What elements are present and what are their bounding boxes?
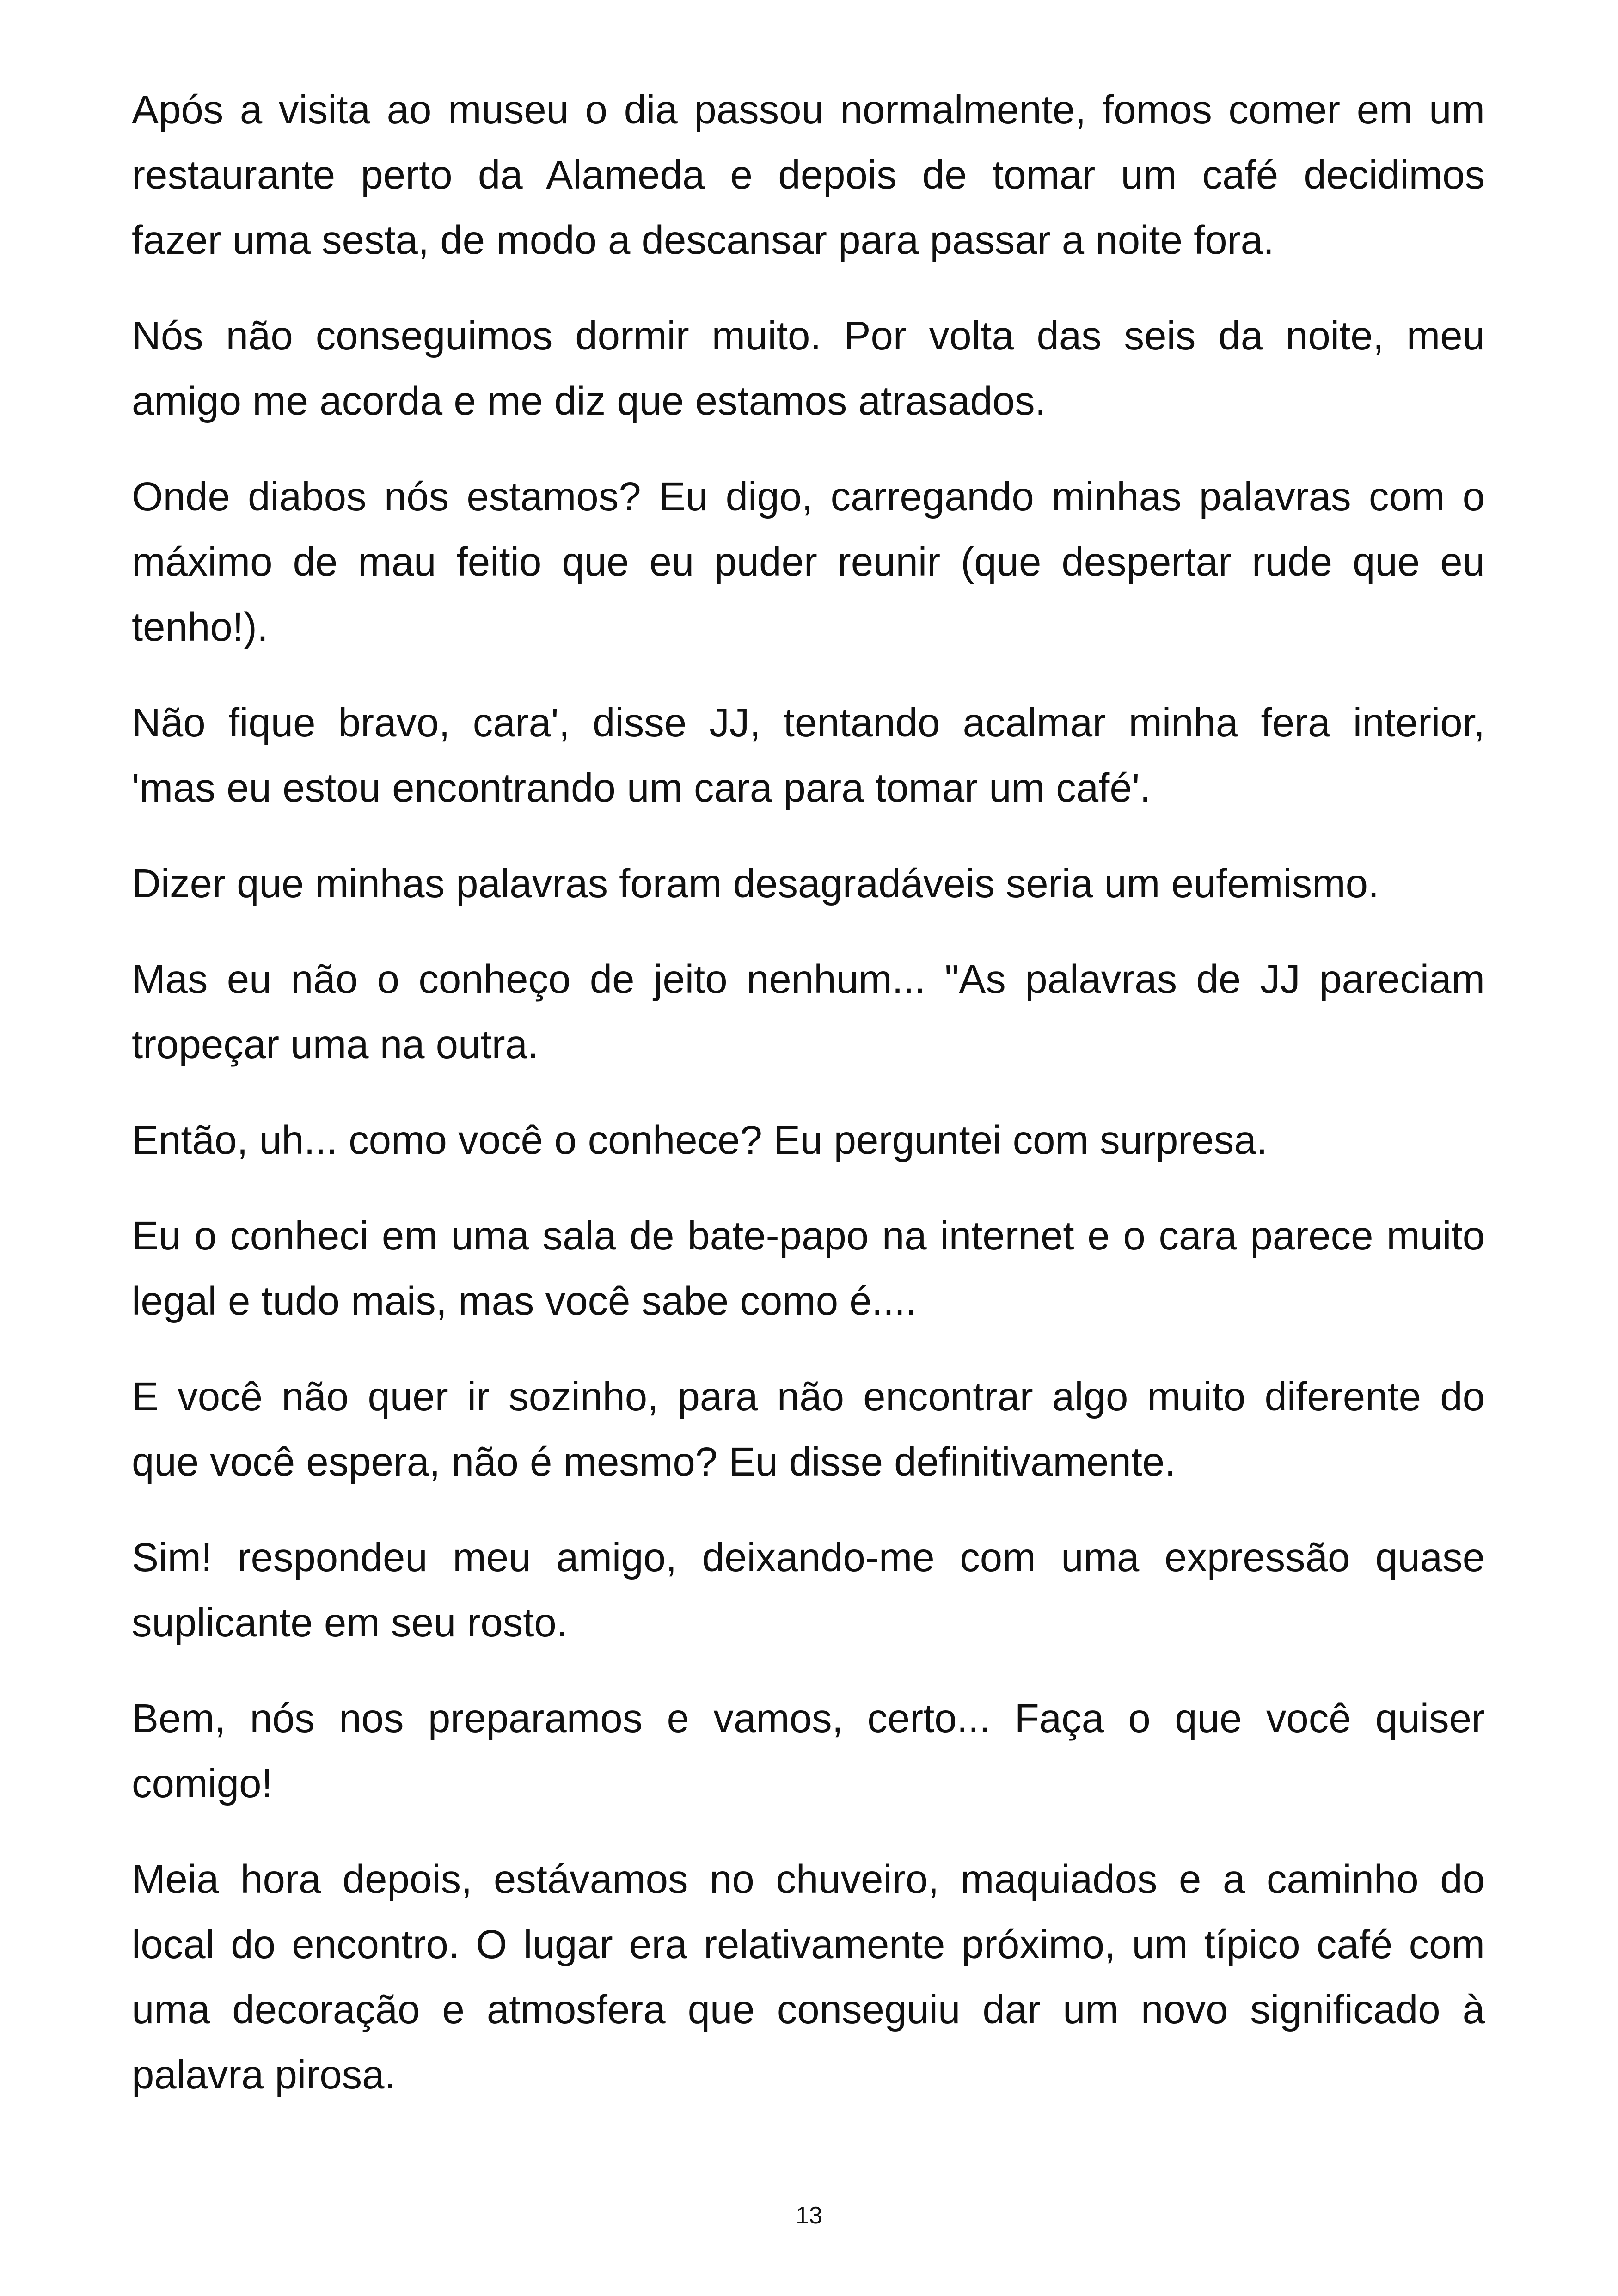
paragraph-line: Meia hora depois, estávamos no chuveiro, maquiados e a caminho do [132,1857,1485,1902]
paragraph-line: uma decoração e atmosfera que conseguiu dar um novo significado à [132,1987,1485,2032]
paragraph-line: tenho!). [132,605,269,649]
paragraph-line: Não fique bravo, cara', disse JJ, tentando acalmar minha fera interior, [132,700,1485,745]
paragraph-line: Após a visita ao museu o dia passou normalmente, fomos comer em um [132,87,1485,132]
body-text [132,77,1485,2138]
page-number: 13 [796,2202,822,2229]
paragraph-line: fazer uma sesta, de modo a descansar para passar a noite fora. [132,218,1275,263]
paragraph-line: Sim! respondeu meu amigo, deixando-me com uma expressão quase [132,1535,1485,1580]
paragraph [132,1108,1485,1173]
paragraph [132,690,1485,820]
paragraph [132,851,1485,916]
paragraph [132,464,1485,660]
paragraph-line: que você espera, não é mesmo? Eu disse definitivamente. [132,1439,1176,1484]
paragraph [132,1686,1485,1816]
paragraph [132,77,1485,273]
paragraph [132,303,1485,434]
paragraph-line: legal e tudo mais, mas você sabe como é.... [132,1279,917,1323]
paragraph-line: amigo me acorda e me diz que estamos atrasados. [132,379,1046,423]
paragraph-line: local do encontro. O lugar era relativamente próximo, um típico café com [132,1922,1485,1967]
paragraph-line: Eu o conheci em uma sala de bate-papo na internet e o cara parece muito [132,1213,1485,1258]
paragraph [132,947,1485,1077]
paragraph-line: restaurante perto da Alameda e depois de tomar um café decidimos [132,153,1485,197]
paragraph-line: máximo de mau feitio que eu puder reunir (que despertar rude que eu [132,539,1485,584]
paragraph-line: Então, uh... como você o conhece? Eu perguntei com surpresa. [132,1118,1268,1163]
paragraph-line: Mas eu não o conheço de jeito nenhum... "As palavras de JJ pareciam [132,957,1485,1002]
paragraph [132,1203,1485,1334]
paragraph-line: 'mas eu estou encontrando um cara para tomar um café'. [132,765,1151,810]
paragraph-line: comigo! [132,1761,273,1806]
paragraph-line: Onde diabos nós estamos? Eu digo, carregando minhas palavras com o [132,474,1485,519]
paragraph-line: Dizer que minhas palavras foram desagradáveis seria um eufemismo. [132,861,1379,906]
paragraph-line: Nós não conseguimos dormir muito. Por volta das seis da noite, meu [132,313,1485,358]
paragraph [132,1364,1485,1494]
paragraph [132,1847,1485,2107]
paragraph-line: tropeçar uma na outra. [132,1022,539,1067]
paragraph-line: Bem, nós nos preparamos e vamos, certo... Faça o que você quiser [132,1696,1485,1741]
paragraph [132,1525,1485,1655]
paragraph-line: palavra pirosa. [132,2052,396,2097]
paragraph-line: suplicante em seu rosto. [132,1600,568,1645]
paragraph-line: E você não quer ir sozinho, para não encontrar algo muito diferente do [132,1374,1485,1419]
